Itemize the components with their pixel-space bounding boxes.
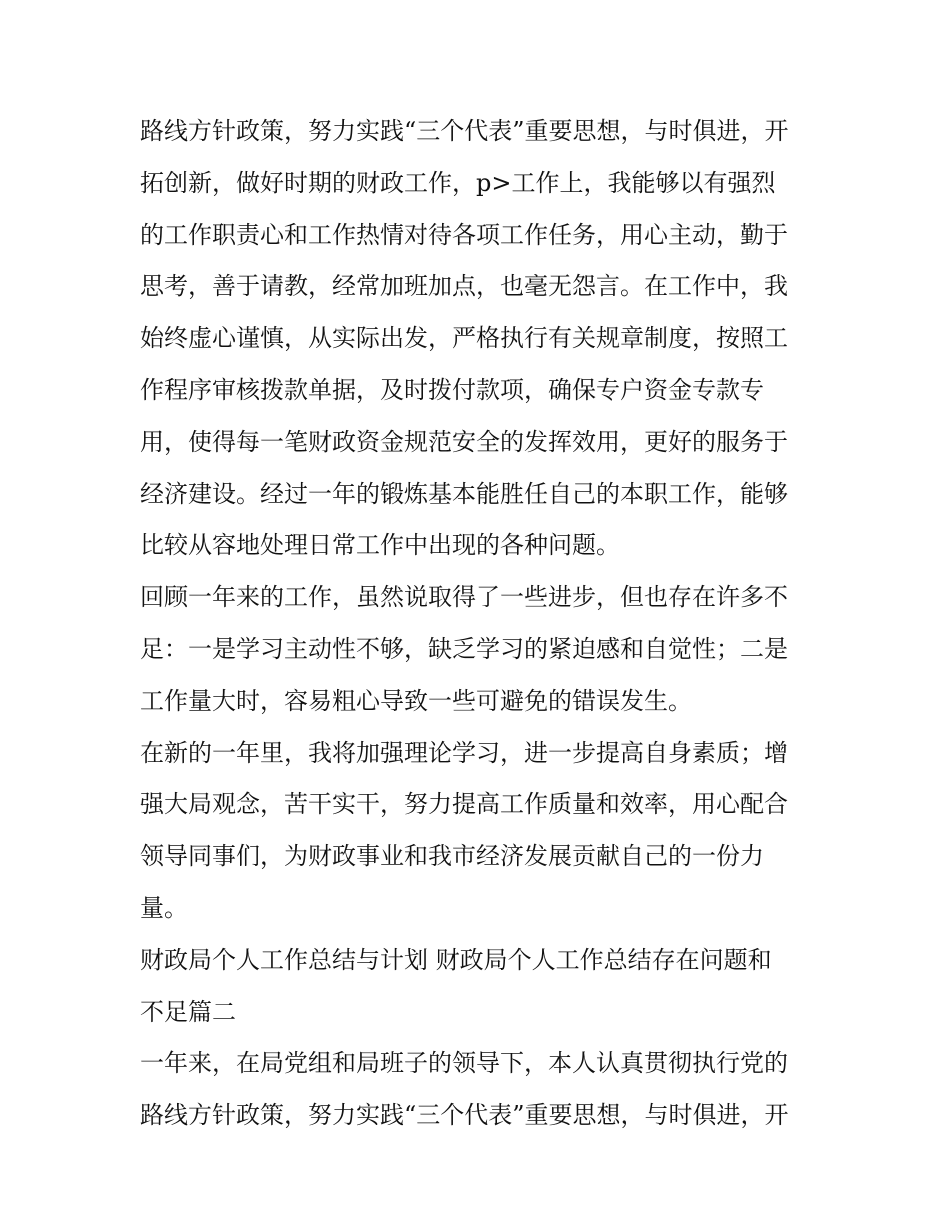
text-line: 用，使得每一笔财政资金规范安全的发挥效用，更好的服务于 [140,427,788,456]
text-line: 作程序审核拨款单据，及时拨付款项，确保专户资金专款专 [140,375,764,404]
section-heading-line: 财政局个人工作总结与计划 财政局个人工作总结存在问题和 [140,945,772,974]
text-line: 的工作职责心和工作热情对待各项工作任务，用心主动，勤于 [140,220,788,249]
text-line: 工作量大时，容易粗心导致一些可避免的错误发生。 [140,686,692,715]
text-line: 路线方针政策，努力实践“三个代表”重要思想，与时俱进，开 [140,1101,789,1130]
text-line: 量。 [140,893,188,922]
text-line: 比较从容地处理日常工作中出现的各种问题。 [140,531,620,560]
text-line: 路线方针政策，努力实践“三个代表”重要思想，与时俱进，开 [140,117,789,145]
text-line: 足：一是学习主动性不够，缺乏学习的紧迫感和自觉性；二是 [140,634,788,663]
text-line: 回顾一年来的工作，虽然说取得了一些进步，但也存在许多不 [140,583,788,612]
text-line: 强大局观念，苦干实干，努力提高工作质量和效率，用心配合 [140,790,788,819]
text-line: 领导同事们，为财政事业和我市经济发展贡献自己的一份力 [140,842,764,871]
text-line: 在新的一年里，我将加强理论学习，进一步提高自身素质；增 [140,738,788,767]
text-line: 拓创新，做好时期的财政工作，p>工作上，我能够以有强烈 [140,168,776,197]
text-line: 始终虚心谨慎，从实际出发，严格执行有关规章制度，按照工 [140,324,788,353]
text-line: 思考，善于请教，经常加班加点，也毫无怨言。在工作中，我 [140,272,788,301]
text-line: 一年来，在局党组和局班子的领导下，本人认真贯彻执行党的 [140,1049,788,1078]
section-heading-line: 不足篇二 [140,997,236,1026]
document-body [140,106,820,1142]
text-line: 经济建设。经过一年的锻炼基本能胜任自己的本职工作，能够 [140,479,788,508]
